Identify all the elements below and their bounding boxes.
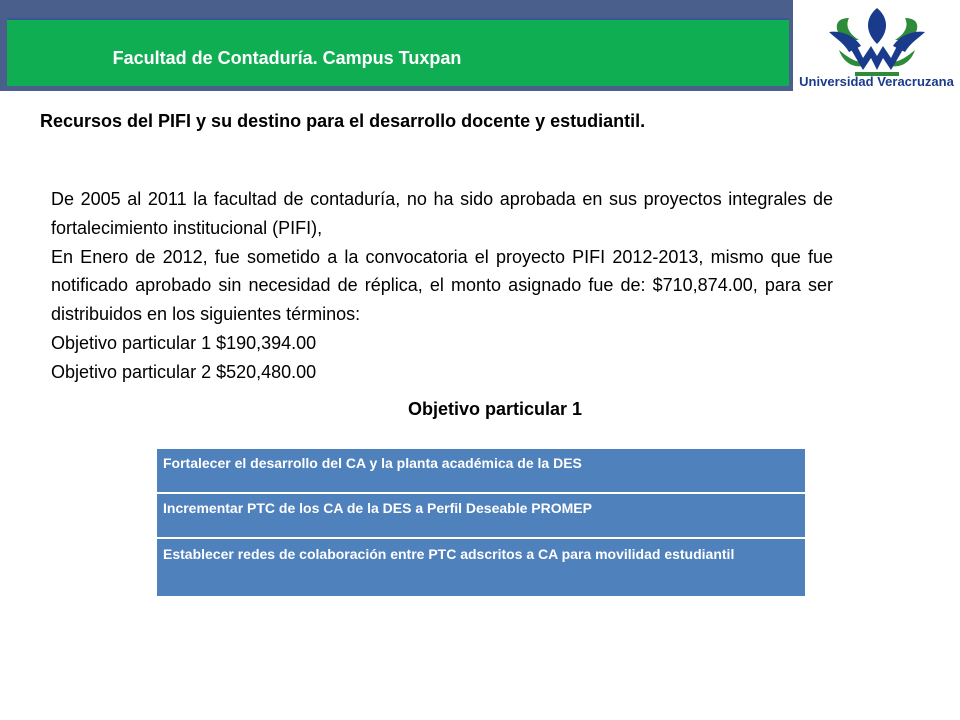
header-banner: [7, 18, 789, 86]
objective-amount-2: Objetivo particular 2 $520,480.00: [51, 361, 317, 382]
table-row: Incrementar PTC de los CA de la DES a Perfil Deseable PROMEP: [157, 494, 805, 537]
header-bar: [0, 0, 793, 91]
fleur-de-lis-icon: [829, 8, 925, 76]
body-text: [51, 185, 833, 387]
objective-amount-1: Objetivo particular 1 $190,394.00: [51, 332, 317, 353]
section-title: Recursos del PIFI y su destino para el desarrollo docente y estudiantil.: [40, 111, 646, 131]
logo-text: Universidad Veracruzana: [799, 74, 954, 89]
paragraph: De 2005 al 2011 la facultad de contaduría, no ha sido aprobada en sus proyectos integrales de fortalecimiento institucional (PIFI),: [51, 189, 833, 238]
table-row: Establecer redes de colaboración entre PTC adscritos a CA para movilidad estudiantil: [157, 539, 805, 596]
paragraph: En Enero de 2012, fue sometido a la convocatoria el proyecto PIFI 2012-2013, mismo que fue notificado aprobado sin necesidad de réplica, el monto asignado fue de: $710,874.00, para ser distribuidos en los siguientes términos:: [51, 246, 833, 325]
table-row: Fortalecer el desarrollo del CA y la planta académica de la DES: [157, 449, 805, 492]
objectives-table: [157, 449, 805, 598]
header-title: Facultad de Contaduría. Campus Tuxpan: [112, 48, 462, 68]
objective-title: Objetivo particular 1: [407, 399, 583, 419]
